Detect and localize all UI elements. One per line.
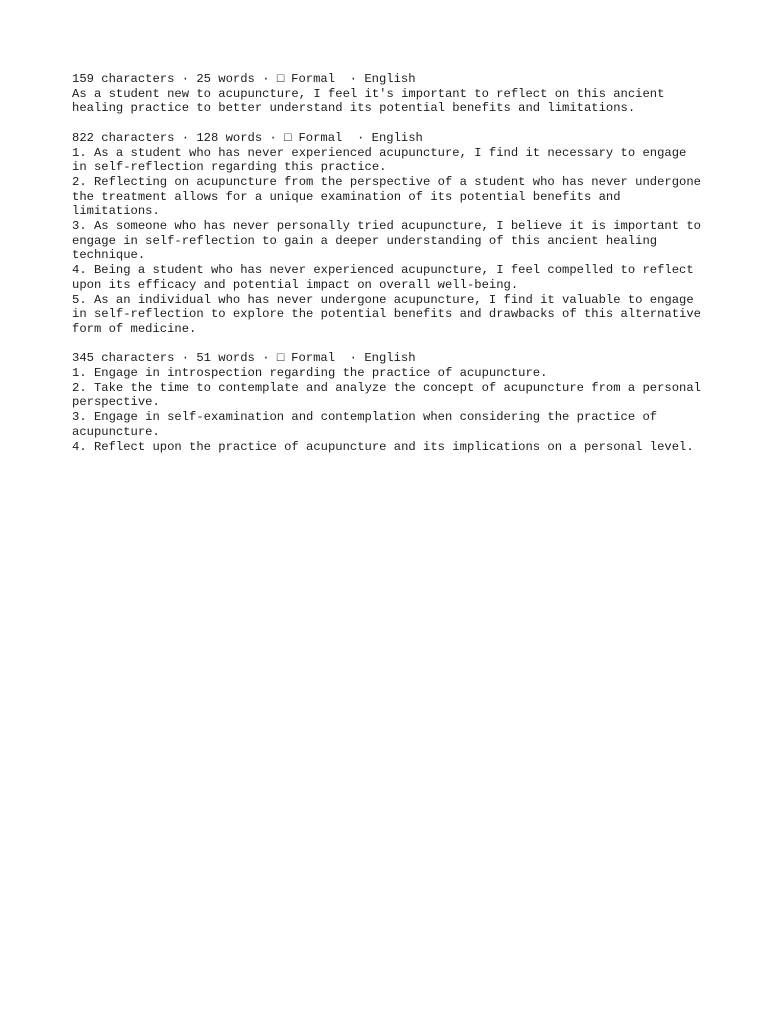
- result-block: [72, 351, 708, 454]
- list-item: 3. As someone who has never personally tried acupuncture, I believe it is important to engage in self-reflection to gain a deeper understanding of this ancient healing technique.: [72, 219, 701, 263]
- tone-label: Formal: [291, 351, 343, 366]
- tone-icon: □: [276, 351, 285, 366]
- tone-label: Formal: [298, 130, 350, 145]
- list-item: 1. As a student who has never experienced acupuncture, I find it necessary to engage in self-reflection regarding this practice.: [72, 145, 687, 175]
- list-item: 3. Engage in self-examination and contemplation when considering the practice of acupuncture.: [72, 410, 658, 439]
- result-meta: 822 characters · 128 words · □ Formal · English: [72, 130, 423, 145]
- result-block: [72, 131, 708, 337]
- result-text: As a student new to acupuncture, I feel it's important to reflect on this ancient healing practice to better understand its potential benefits and limitations.: [72, 86, 665, 116]
- result-meta: 159 characters · 25 words · □ Formal · English: [72, 72, 416, 86]
- list-item: 1. Engage in introspection regarding the practice of acupuncture.: [72, 366, 548, 381]
- tone-icon: □: [284, 130, 292, 145]
- list-item: 2. Reflecting on acupuncture from the perspective of a student who has never undergone the treatment allows for a unique examination of its potential benefits and limitations.: [72, 174, 701, 219]
- character-count: 822 characters: [72, 130, 175, 145]
- tone-icon: □: [276, 72, 285, 86]
- character-count: 345 characters: [72, 351, 175, 366]
- language-label: English: [364, 351, 416, 366]
- word-count: 128 words: [196, 130, 263, 145]
- tone-label: Formal: [291, 72, 343, 86]
- list-item: 5. As an individual who has never undergone acupuncture, I find it valuable to engage in self-reflection to explore the potential benefits and drawbacks of this alternative form of medicine.: [72, 292, 701, 336]
- language-label: English: [364, 72, 416, 86]
- character-count: 159 characters: [72, 72, 175, 86]
- list-item: 4. Being a student who has never experienced acupuncture, I feel compelled to reflect upon its efficacy and potential impact on overall well-being.: [72, 263, 694, 292]
- language-label: English: [371, 130, 423, 145]
- result-meta: 345 characters · 51 words · □ Formal · English: [72, 351, 416, 366]
- result-block: [72, 72, 708, 116]
- list-item: 2. Take the time to contemplate and analyze the concept of acupuncture from a personal perspective.: [72, 380, 701, 410]
- list-item: 4. Reflect upon the practice of acupuncture and its implications on a personal level.: [72, 439, 694, 454]
- word-count: 51 words: [196, 351, 255, 366]
- word-count: 25 words: [196, 72, 255, 86]
